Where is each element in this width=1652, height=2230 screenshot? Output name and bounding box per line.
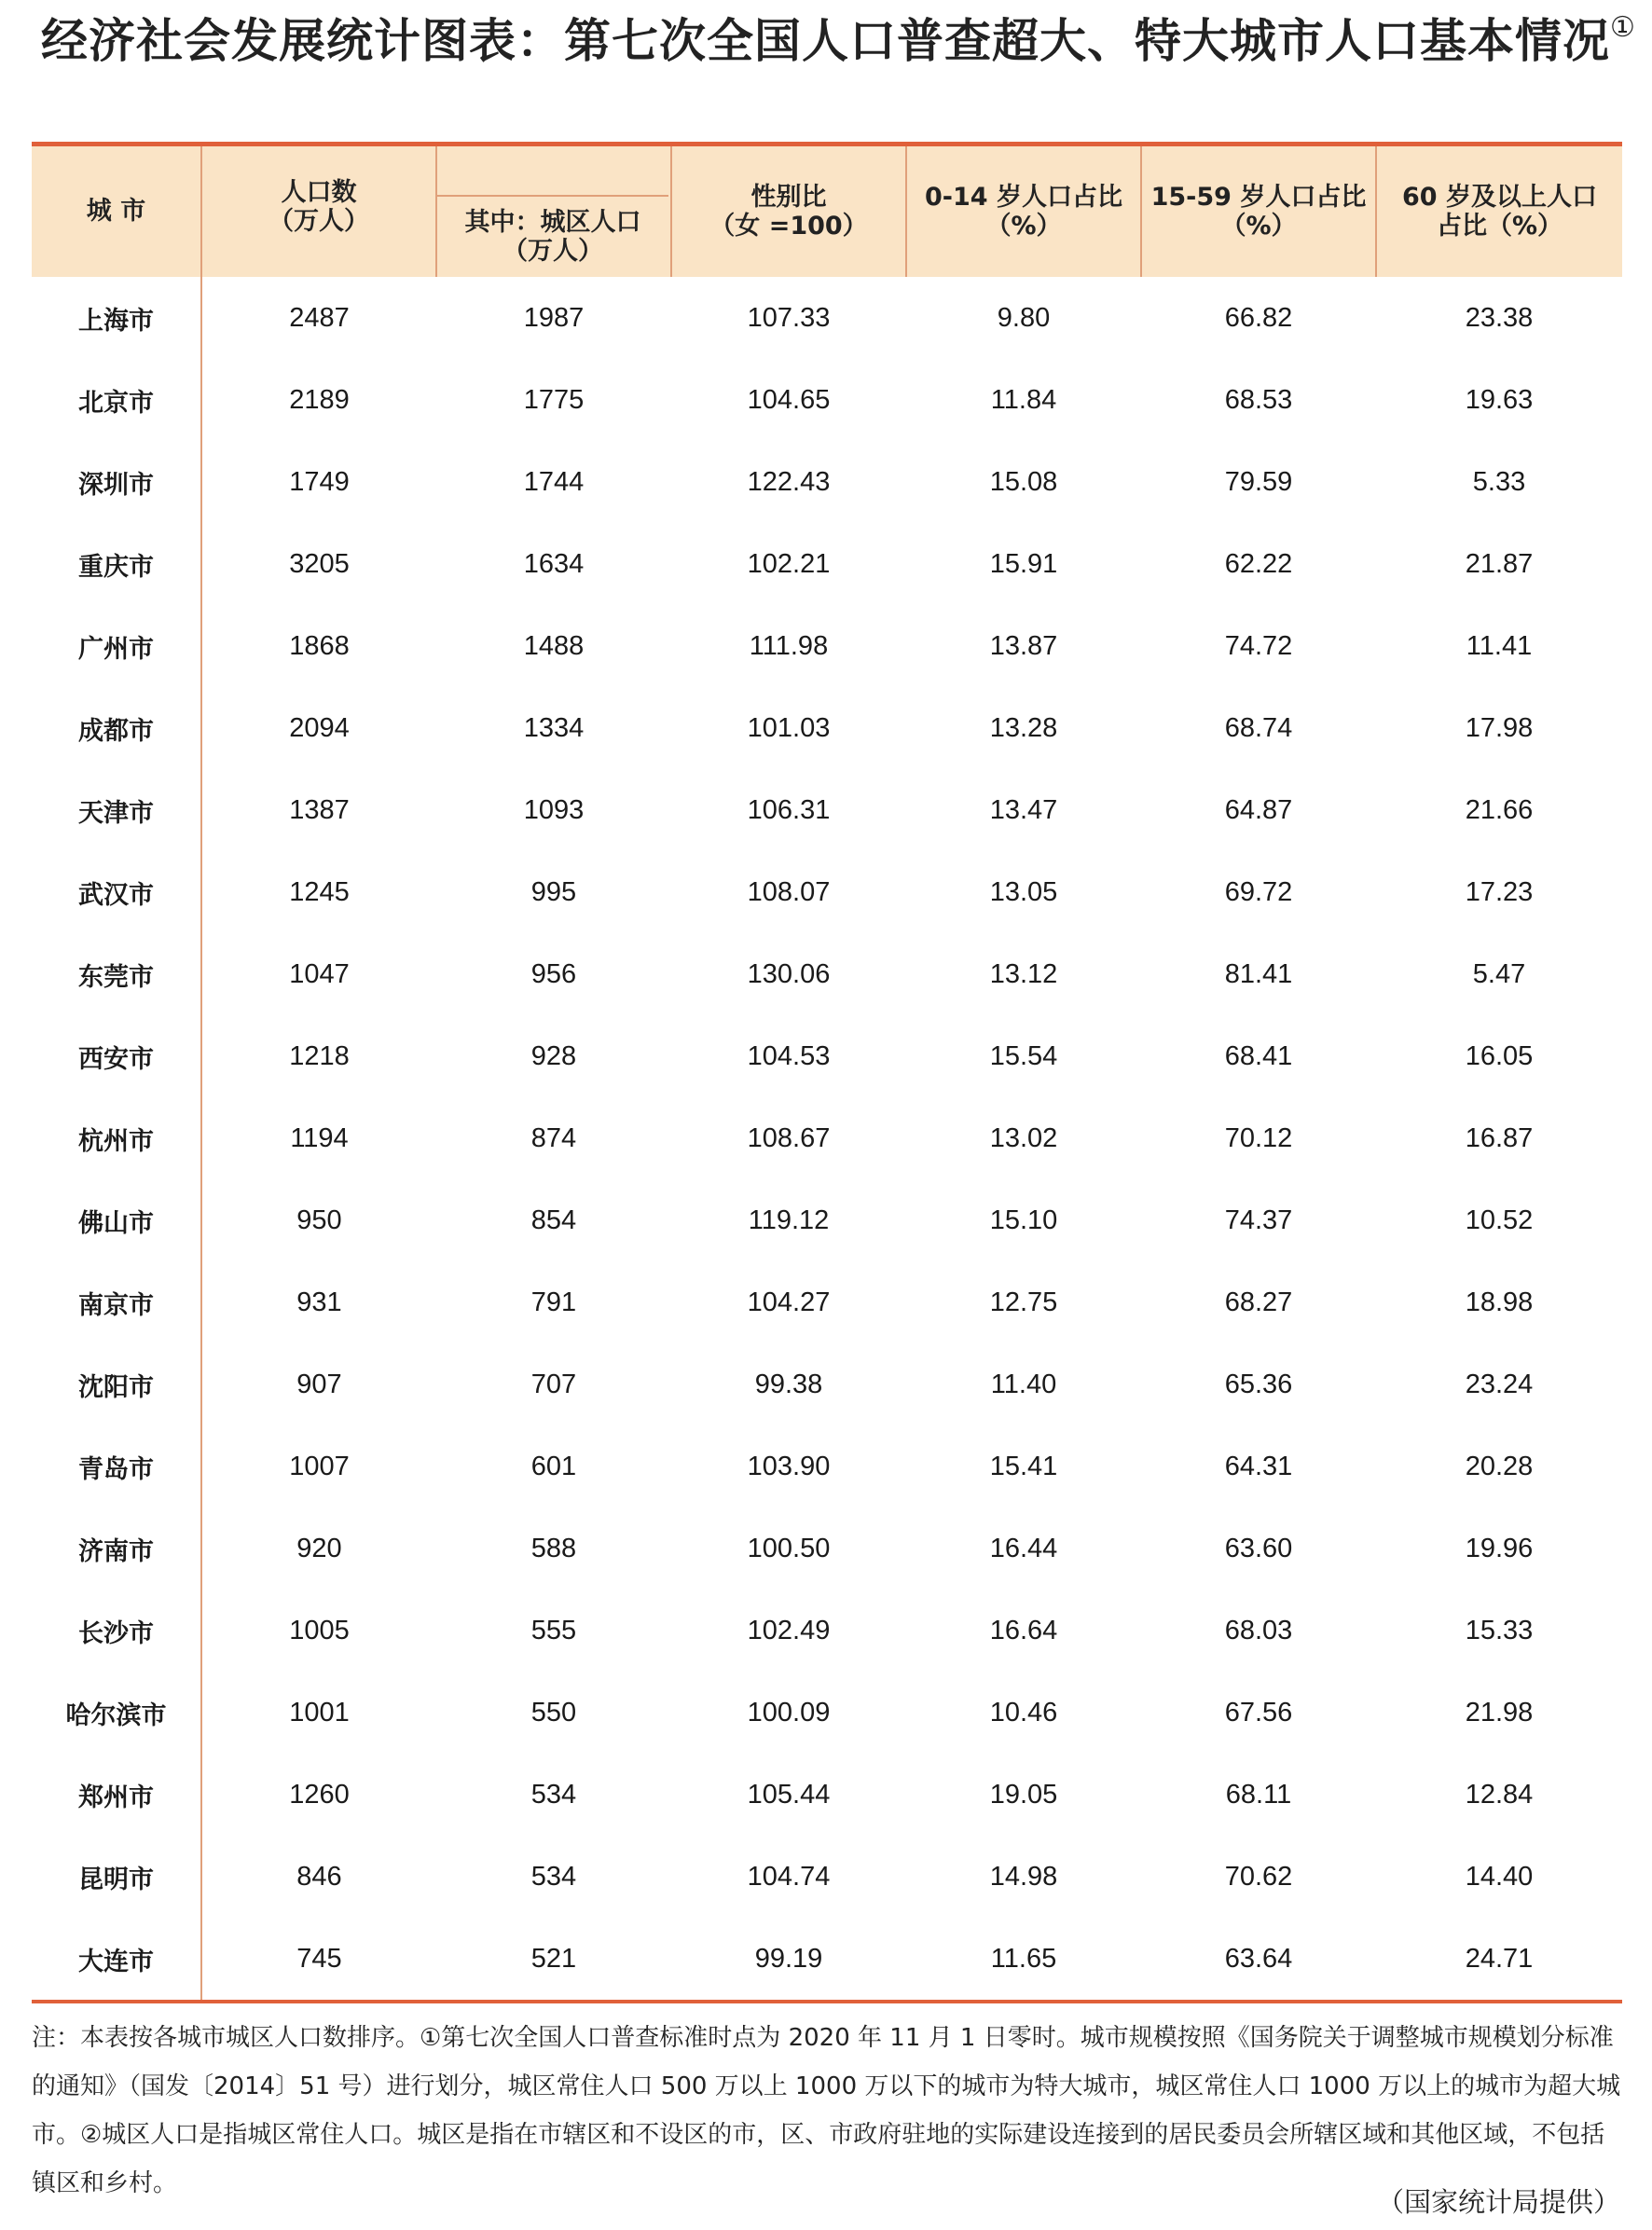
cell-a: 19.05 [989,1779,1058,1810]
cell-b: 66.82 [1224,302,1293,333]
table-row [32,687,1622,769]
cell-b: 74.72 [1224,630,1293,661]
cell-ratio: 107.33 [747,302,831,333]
cell-urban: 601 [530,1451,577,1481]
cell-ratio: 103.90 [747,1451,831,1481]
cell-pop: 1260 [289,1779,350,1810]
cell-pop: 846 [296,1861,342,1892]
cell-pop: 2189 [289,384,350,415]
cell-c: 16.87 [1465,1122,1534,1153]
table-body [32,277,1622,2000]
cell-ratio: 100.09 [747,1697,831,1728]
header-age-60-plus: 60 岁及以上人口 占比（%） [1402,182,1597,241]
cell-city: 深圳市 [32,441,201,523]
cell-ratio: 104.65 [747,384,831,415]
table-row [32,1754,1622,1836]
population-table [32,146,1622,2000]
cell-ratio: 104.27 [747,1287,831,1317]
cell-city: 上海市 [32,277,201,359]
source-credit: （国家统计局提供） [1376,2186,1620,2218]
cell-ratio: 104.74 [747,1861,831,1892]
table-row [32,851,1622,933]
cell-b: 63.60 [1224,1533,1293,1563]
cell-a: 10.46 [989,1697,1058,1728]
cell-b: 70.12 [1224,1122,1293,1153]
header-urban-pop-label: 其中：城区人口 （万人） [464,207,641,266]
table-row [32,1179,1622,1261]
cell-b: 81.41 [1224,958,1293,989]
cell-pop: 1868 [289,630,350,661]
cell-city: 杭州市 [32,1097,201,1179]
cell-b: 62.22 [1224,548,1293,579]
cell-ratio: 105.44 [747,1779,831,1810]
cell-ratio: 99.38 [754,1369,823,1399]
cell-pop: 1047 [289,958,350,989]
table-row [32,769,1622,851]
cell-urban: 588 [530,1533,577,1563]
cell-b: 68.03 [1224,1615,1293,1645]
cell-a: 13.28 [989,712,1058,743]
table-row [32,1590,1622,1672]
cell-pop: 907 [296,1369,342,1399]
cell-ratio: 99.19 [754,1943,823,1974]
table-row [32,277,1622,359]
cell-urban: 995 [530,876,577,907]
cell-city: 东莞市 [32,933,201,1015]
cell-a: 16.64 [989,1615,1058,1645]
table-row [32,1097,1622,1179]
cell-city: 重庆市 [32,523,201,605]
cell-a: 15.54 [989,1040,1058,1071]
table-row [32,1836,1622,1918]
cell-urban: 928 [530,1040,577,1071]
table-row [32,1918,1622,2000]
cell-a: 12.75 [989,1287,1058,1317]
cell-city: 广州市 [32,605,201,687]
cell-b: 68.41 [1224,1040,1293,1071]
cell-b: 64.87 [1224,794,1293,825]
cell-urban: 555 [530,1615,577,1645]
cell-pop: 745 [296,1943,342,1974]
cell-urban: 1987 [523,302,585,333]
cell-c: 12.84 [1465,1779,1534,1810]
header-pop: 人口数 （万人） [201,146,436,277]
cell-c: 5.47 [1472,958,1526,989]
cell-a: 15.10 [989,1204,1058,1235]
cell-a: 13.05 [989,876,1058,907]
cell-c: 11.41 [1466,630,1533,661]
cell-a: 13.87 [989,630,1058,661]
cell-ratio: 130.06 [747,958,831,989]
table-row [32,523,1622,605]
cell-c: 19.63 [1465,384,1534,415]
cell-pop: 1007 [289,1451,350,1481]
cell-c: 5.33 [1472,466,1526,497]
table-note: 注：本表按各城市城区人口数排序。①第七次全国人口普查标准时点为 2020 年 11 月 1 日零时。城市规模按照《国务院关于调整城市规模划分标准的通知》（国发〔2014〕51 号）进行划分，城区常住人口 500 万以上 1000 万以下的城市为特大城市，城区常住人口 1000 万以上的城市为超大城市。②城区人口是指城区常住人口。城区是指在市辖区和不设区的市，区、市政府驻地的实际建设连接到的居民委员会所辖区域和其他区域，不包括镇区和乡村。 [32,2024,1621,2197]
cell-urban: 521 [530,1943,577,1974]
cell-pop: 3205 [289,548,350,579]
cell-urban: 707 [530,1369,577,1399]
cell-b: 68.11 [1225,1779,1292,1810]
cell-city: 青岛市 [32,1425,201,1507]
cell-c: 21.66 [1465,794,1534,825]
table-row [32,1425,1622,1507]
cell-b: 74.37 [1224,1204,1293,1235]
cell-pop: 1001 [289,1697,350,1728]
cell-city: 大连市 [32,1918,201,2000]
cell-ratio: 122.43 [747,466,831,497]
header-city: 城 市 [32,146,201,277]
header-age-0-14: 0-14 岁人口占比 （%） [906,146,1141,277]
cell-a: 14.98 [989,1861,1058,1892]
cell-c: 21.87 [1465,548,1534,579]
cell-a: 15.08 [989,466,1058,497]
cell-c: 23.24 [1465,1369,1534,1399]
population-table-container [32,142,1622,2003]
cell-ratio: 119.12 [748,1204,830,1235]
cell-ratio: 100.50 [747,1533,831,1563]
cell-a: 11.40 [990,1369,1057,1399]
cell-a: 15.91 [989,548,1058,579]
cell-b: 65.36 [1224,1369,1293,1399]
cell-a: 9.80 [997,302,1051,333]
cell-city: 南京市 [32,1261,201,1343]
cell-b: 69.72 [1224,876,1293,907]
cell-city: 哈尔滨市 [32,1672,201,1754]
cell-city: 长沙市 [32,1590,201,1672]
cell-pop: 1005 [289,1615,350,1645]
table-header [32,146,1622,277]
cell-city: 成都市 [32,687,201,769]
cell-pop: 1245 [289,876,350,907]
cell-c: 24.71 [1465,1943,1534,1974]
cell-ratio: 111.98 [749,630,829,661]
cell-pop: 2487 [289,302,350,333]
cell-urban: 534 [530,1779,577,1810]
cell-city: 济南市 [32,1507,201,1590]
cell-city: 昆明市 [32,1836,201,1918]
cell-ratio: 102.49 [747,1615,831,1645]
cell-city: 天津市 [32,769,201,851]
cell-pop: 931 [296,1287,342,1317]
cell-c: 19.96 [1465,1533,1534,1563]
table-row [32,1507,1622,1590]
cell-b: 70.62 [1224,1861,1293,1892]
cell-c: 16.05 [1465,1040,1534,1071]
cell-pop: 950 [296,1204,342,1235]
cell-pop: 920 [296,1533,342,1563]
cell-ratio: 108.67 [747,1122,831,1153]
cell-urban: 1488 [523,630,585,661]
table-row [32,933,1622,1015]
cell-urban: 854 [530,1204,577,1235]
cell-urban: 550 [530,1697,577,1728]
page-title [41,4,1636,71]
cell-pop: 1387 [289,794,350,825]
table-row [32,1343,1622,1425]
cell-city: 西安市 [32,1015,201,1097]
table-row [32,1672,1622,1754]
table-row [32,1015,1622,1097]
cell-urban: 874 [530,1122,577,1153]
table-row [32,359,1622,441]
cell-pop: 2094 [289,712,350,743]
cell-ratio: 108.07 [747,876,831,907]
cell-c: 20.28 [1465,1451,1534,1481]
cell-b: 68.27 [1224,1287,1293,1317]
table-row [32,1261,1622,1343]
cell-c: 21.98 [1465,1697,1534,1728]
cell-urban: 1775 [523,384,585,415]
title-text: 经济社会发展统计图表：第七次全国人口普查超大、特大城市人口基本情况 [41,14,1610,68]
cell-a: 13.12 [989,958,1058,989]
cell-city: 北京市 [32,359,201,441]
cell-c: 23.38 [1465,302,1534,333]
cell-b: 63.64 [1224,1943,1293,1974]
cell-b: 64.31 [1224,1451,1293,1481]
cell-ratio: 102.21 [747,548,831,579]
header-age-15-59: 15-59 岁人口占比 （%） [1141,146,1376,277]
cell-b: 67.56 [1224,1697,1293,1728]
cell-a: 15.41 [989,1451,1058,1481]
cell-urban: 1744 [523,466,585,497]
cell-urban: 1634 [523,548,585,579]
cell-c: 15.33 [1465,1615,1534,1645]
cell-a: 16.44 [989,1533,1058,1563]
cell-c: 10.52 [1465,1204,1534,1235]
cell-a: 11.84 [990,384,1057,415]
cell-city: 沈阳市 [32,1343,201,1425]
cell-urban: 534 [530,1861,577,1892]
cell-ratio: 101.03 [747,712,831,743]
cell-a: 13.02 [989,1122,1058,1153]
cell-pop: 1749 [289,466,350,497]
cell-city: 郑州市 [32,1754,201,1836]
header-sex-ratio: 性别比 （女 =100） [671,146,906,277]
table-row [32,441,1622,523]
table-bottom-rule [32,2000,1622,2003]
cell-a: 13.47 [989,794,1058,825]
cell-city: 佛山市 [32,1179,201,1261]
cell-b: 68.53 [1224,384,1293,415]
cell-a: 11.65 [990,1943,1057,1974]
cell-urban: 1334 [523,712,585,743]
cell-ratio: 104.53 [747,1040,831,1071]
cell-urban: 791 [530,1287,577,1317]
cell-c: 17.98 [1465,712,1534,743]
table-row [32,605,1622,687]
cell-urban: 1093 [523,794,585,825]
cell-b: 68.74 [1224,712,1293,743]
cell-pop: 1194 [290,1122,349,1153]
cell-c: 17.23 [1465,876,1534,907]
title-footnote-mark: ① [1610,11,1636,44]
cell-urban: 956 [530,958,577,989]
cell-pop: 1218 [289,1040,350,1071]
cell-b: 79.59 [1224,466,1293,497]
cell-c: 14.40 [1465,1861,1534,1892]
header-urban-pop [436,146,671,277]
cell-c: 18.98 [1465,1287,1534,1317]
cell-city: 武汉市 [32,851,201,933]
cell-ratio: 106.31 [747,794,831,825]
